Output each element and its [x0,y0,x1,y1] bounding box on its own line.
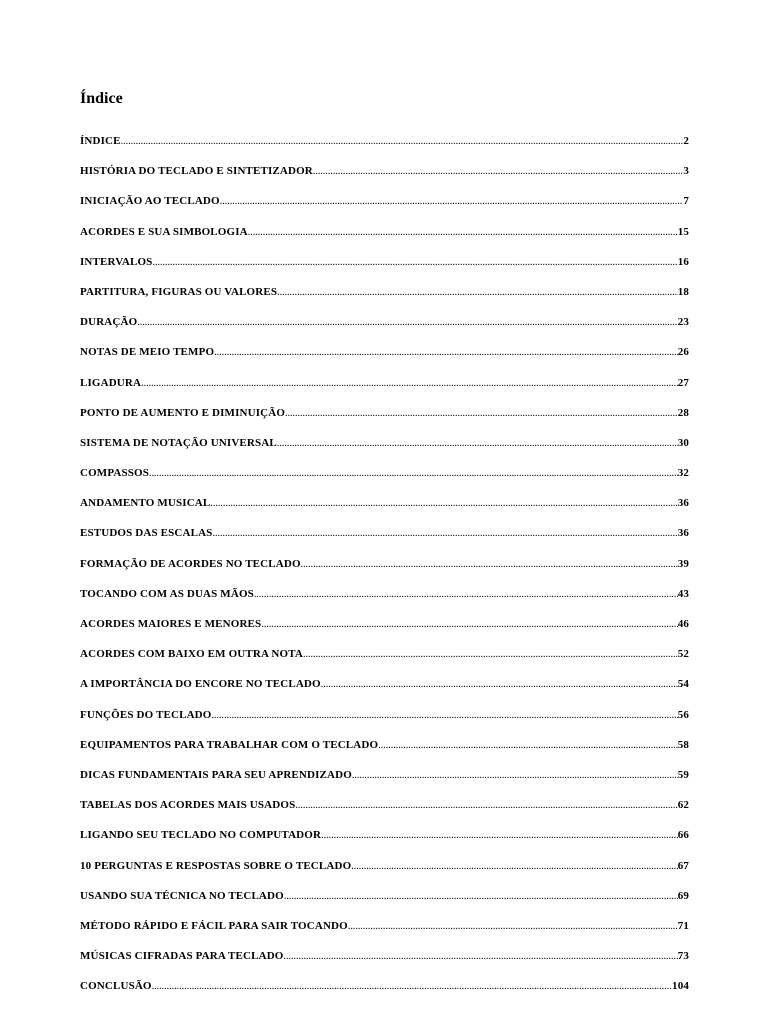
toc-entry-label: ACORDES COM BAIXO EM OUTRA NOTA [80,648,303,661]
toc-dot-leader [321,679,678,690]
toc-entry-label: DICAS FUNDAMENTAIS PARA SEU APRENDIZADO [80,768,352,781]
toc-entry[interactable] [80,618,689,648]
toc-dot-leader [313,166,683,177]
toc-entry-page-number: 43 [677,587,689,600]
toc-entry[interactable] [80,437,689,467]
toc-dot-leader [284,951,678,962]
toc-entry[interactable] [80,256,689,286]
toc-entry-label: ACORDES MAIORES E MENORES [80,618,262,630]
toc-entry-label: INICIAÇÃO AO TECLADO [80,195,220,208]
toc-entry-page-number: 46 [677,618,689,630]
toc-entry-page-number: 30 [677,436,689,449]
toc-entry[interactable] [80,950,689,980]
page-title: Índice [80,90,123,107]
toc-dot-leader [378,740,677,751]
toc-dot-leader [137,317,677,328]
toc-entry[interactable] [80,467,689,497]
toc-entry[interactable] [80,890,689,920]
toc-entry[interactable] [80,648,689,678]
toc-entry-page-number: 3 [683,165,689,178]
toc-entry[interactable] [80,527,689,557]
toc-dot-leader [152,257,677,268]
toc-entry[interactable] [80,226,689,256]
toc-entry[interactable] [80,286,689,316]
toc-entry[interactable] [80,165,689,195]
toc-dot-leader [141,378,678,389]
toc-entry-page-number: 52 [677,648,689,661]
toc-dot-leader [211,710,677,721]
toc-entry-page-number: 36 [677,497,689,510]
toc-entry-page-number: 18 [677,285,689,298]
toc-entry-label: USANDO SUA TÉCNICA NO TECLADO [80,889,284,902]
toc-entry-page-number: 7 [683,195,689,208]
toc-entry[interactable] [80,588,689,618]
toc-dot-leader [284,891,678,902]
toc-entry[interactable] [80,920,689,950]
toc-entry-page-number: 26 [677,346,689,359]
toc-entry[interactable] [80,860,689,890]
toc-entry[interactable] [80,407,689,437]
toc-entry[interactable] [80,377,689,407]
toc-entry-page-number: 71 [677,919,689,932]
toc-entry-label: PONTO DE AUMENTO E DIMINUIÇÃO [80,406,286,419]
toc-entry-page-number: 69 [677,889,689,902]
toc-dot-leader [277,438,678,449]
toc-entry-label: MÉTODO RÁPIDO E FÁCIL PARA SAIR TOCANDO [80,919,348,932]
toc-dot-leader [254,589,678,600]
toc-entry-page-number: 54 [677,678,689,691]
toc-entry-page-number: 104 [672,980,689,993]
toc-entry[interactable] [80,678,689,708]
toc-dot-leader [214,347,678,358]
toc-entry-page-number: 66 [677,829,689,842]
toc-entry[interactable] [80,497,689,527]
toc-entry-label: COMPASSOS [80,467,149,480]
toc-entry-page-number: 28 [677,406,689,419]
toc-entry[interactable] [80,558,689,588]
toc-entry[interactable] [80,769,689,799]
toc-entry-label: HISTÓRIA DO TECLADO E SINTETIZADOR [80,165,313,178]
toc-entry-page-number: 39 [677,557,689,570]
toc-entry-page-number: 67 [677,859,689,872]
toc-entry[interactable] [80,346,689,376]
toc-entry-label: ÍNDICE [80,135,121,147]
toc-entry[interactable] [80,195,689,225]
toc-entry-label: DURAÇÃO [80,316,138,329]
toc-dot-leader [220,196,684,207]
toc-entry-page-number: 2 [683,135,689,147]
toc-entry-label: LIGANDO SEU TECLADO NO COMPUTADOR [80,829,322,842]
toc-dot-leader [261,619,677,630]
toc-entry-label: CONCLUSÃO [80,980,152,993]
toc-entry-page-number: 23 [677,316,689,329]
toc-entry-page-number: 15 [677,225,689,238]
toc-entry[interactable] [80,709,689,739]
toc-entry-page-number: 73 [677,950,689,963]
toc-entry-page-number: 59 [677,768,689,781]
toc-entry-page-number: 58 [677,738,689,751]
toc-entry-page-number: 62 [677,799,689,812]
toc-dot-leader [303,649,678,660]
toc-dot-leader [351,861,677,872]
toc-entry-label: A IMPORTÂNCIA DO ENCORE NO TECLADO [80,678,321,691]
toc-dot-leader [348,921,678,932]
toc-dot-leader [152,981,672,992]
toc-dot-leader [149,468,678,479]
toc-entry-page-number: 56 [677,708,689,721]
toc-dot-leader [321,830,678,841]
toc-dot-leader [277,287,678,298]
toc-entry-label: NOTAS DE MEIO TEMPO [80,346,215,359]
toc-dot-leader [212,528,677,539]
toc-entry-label: TABELAS DOS ACORDES MAIS USADOS [80,799,296,812]
toc-entry-label: EQUIPAMENTOS PARA TRABALHAR COM O TECLADO [80,738,379,751]
toc-entry-label: ESTUDOS DAS ESCALAS [80,527,213,540]
toc-dot-leader [248,227,678,238]
toc-entry-label: FORMAÇÃO DE ACORDES NO TECLADO [80,557,301,570]
toc-entry-page-number: 27 [677,376,689,389]
toc-dot-leader [210,498,677,509]
toc-entry-label: ACORDES E SUA SIMBOLOGIA [80,225,248,238]
toc-entry-label: SISTEMA DE NOTAÇÃO UNIVERSAL [80,436,277,449]
toc-entry[interactable] [80,135,689,165]
toc-entry[interactable] [80,829,689,859]
table-of-contents [80,135,689,1010]
toc-entry-label: INTERVALOS [80,255,153,268]
toc-entry-label: LIGADURA [80,376,142,389]
toc-entry-page-number: 16 [677,255,689,268]
toc-entry-page-number: 32 [677,467,689,480]
toc-entry[interactable] [80,739,689,769]
toc-entry-label: ANDAMENTO MUSICAL [80,497,211,510]
toc-dot-leader [121,136,684,147]
toc-dot-leader [295,800,677,811]
toc-entry-label: TOCANDO COM AS DUAS MÃOS [80,587,254,600]
toc-entry-label: 10 PERGUNTAS E RESPOSTAS SOBRE O TECLADO [80,859,352,872]
toc-dot-leader [285,408,678,419]
toc-entry-label: PARTITURA, FIGURAS OU VALORES [80,285,278,298]
toc-entry[interactable] [80,316,689,346]
toc-entry-label: MÚSICAS CIFRADAS PARA TECLADO [80,950,284,963]
toc-entry-label: FUNÇÕES DO TECLADO [80,708,212,721]
toc-entry[interactable] [80,980,689,1010]
toc-dot-leader [301,559,678,570]
toc-entry[interactable] [80,799,689,829]
toc-dot-leader [352,770,678,781]
toc-entry-page-number: 36 [677,527,689,540]
